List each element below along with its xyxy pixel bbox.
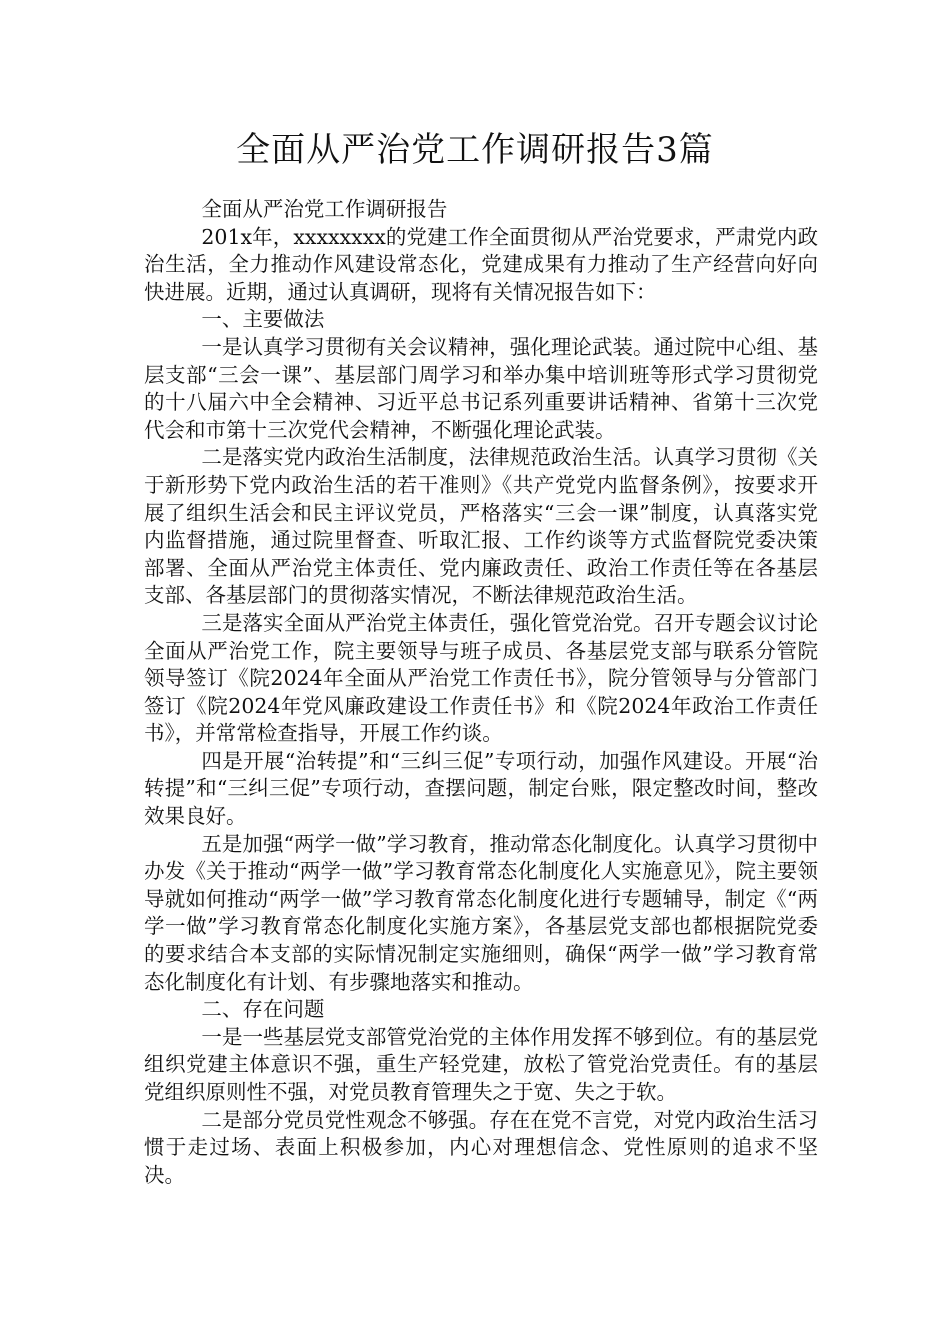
document-body (144, 196, 818, 1189)
paragraph-problem-2: 二是部分党员党性观念不够强。存在在党不言党，对党内政治生活习惯于走过场、表面上积极参加，内心对理想信念、党性原则的追求不坚决。 (144, 1107, 818, 1187)
section-heading-problems: 二、存在问题 (201, 997, 325, 1022)
paragraph-practice-5: 五是加强“两学一做”学习教育，推动常态化制度化。认真学习贯彻中办发《关于推动“两学一做”学习教育常态化制度化人实施意见》，院主要领导就如何推动“两学一做”学习教育常态化制度化进行专题辅导，制定《“两学一做”学习教育常态化制度化实施方案》，各基层党支部也都根据院党委的要求结合本支部的实际情况制定实施细则，确保“两学一做”学习教育常态化制度化有计划、有步骤地落实和推动。 (144, 831, 818, 994)
paragraph-practice-1: 一是认真学习贯彻有关会议精神，强化理论武装。通过院中心组、基层支部“三会一课”、基层部门周学习和举办集中培训班等形式学习贯彻党的十八届六中全会精神、习近平总书记系列重要讲话精神、省第十三次党代会和市第十三次党代会精神，不断强化理论武装。 (144, 334, 818, 442)
report-subtitle: 全面从严治党工作调研报告 (201, 197, 448, 221)
document-title: 全面从严治党工作调研报告3篇 (236, 130, 714, 170)
section-heading-main-practices: 一、主要做法 (201, 307, 325, 332)
paragraph-practice-3: 三是落实全面从严治党主体责任，强化管党治党。召开专题会议讨论全面从严治党工作，院主要领导与班子成员、各基层党支部与联系分管院领导签订《院2024年全面从严治党工作责任书》，院分管领导与分管部门签订《院2024年党风廉政建设工作责任书》和《院2024年政治工作责任书》，并常常检查指导，开展工作约谈。 (144, 610, 818, 746)
paragraph-intro: 201x年，xxxxxxxx的党建工作全面贯彻从严治党要求，严肃党内政治生活，全力推动作风建设常态化，党建成果有力推动了生产经营向好向快进展。近期，通过认真调研，现将有关情况报告如下： (144, 224, 818, 304)
paragraph-problem-1: 一是一些基层党支部管党治党的主体作用发挥不够到位。有的基层党组织党建主体意识不强，重生产轻党建，放松了管党治党责任。有的基层党组织原则性不强，对党员教育管理失之于宽、失之于软。 (144, 1024, 818, 1104)
paragraph-practice-4: 四是开展“治转提”和“三纠三促”专项行动，加强作风建设。开展“治转提”和“三纠三促”专项行动，查摆问题，制定台账，限定整改时间，整改效果良好。 (144, 748, 818, 829)
paragraph-practice-2: 二是落实党内政治生活制度，法律规范政治生活。认真学习贯彻《关于新形势下党内政治生活的若干准则》《共产党党内监督条例》，按要求开展了组织生活会和民主评议党员，严格落实“三会一课”制度，认真落实党内监督措施，通过院里督查、听取汇报、工作约谈等方式监督院党委决策部署、全面从严治党主体责任、党内廉政责任、政治工作责任等在各基层支部、各基层部门的贯彻落实情况，不断法律规范政治生活。 (144, 445, 818, 608)
